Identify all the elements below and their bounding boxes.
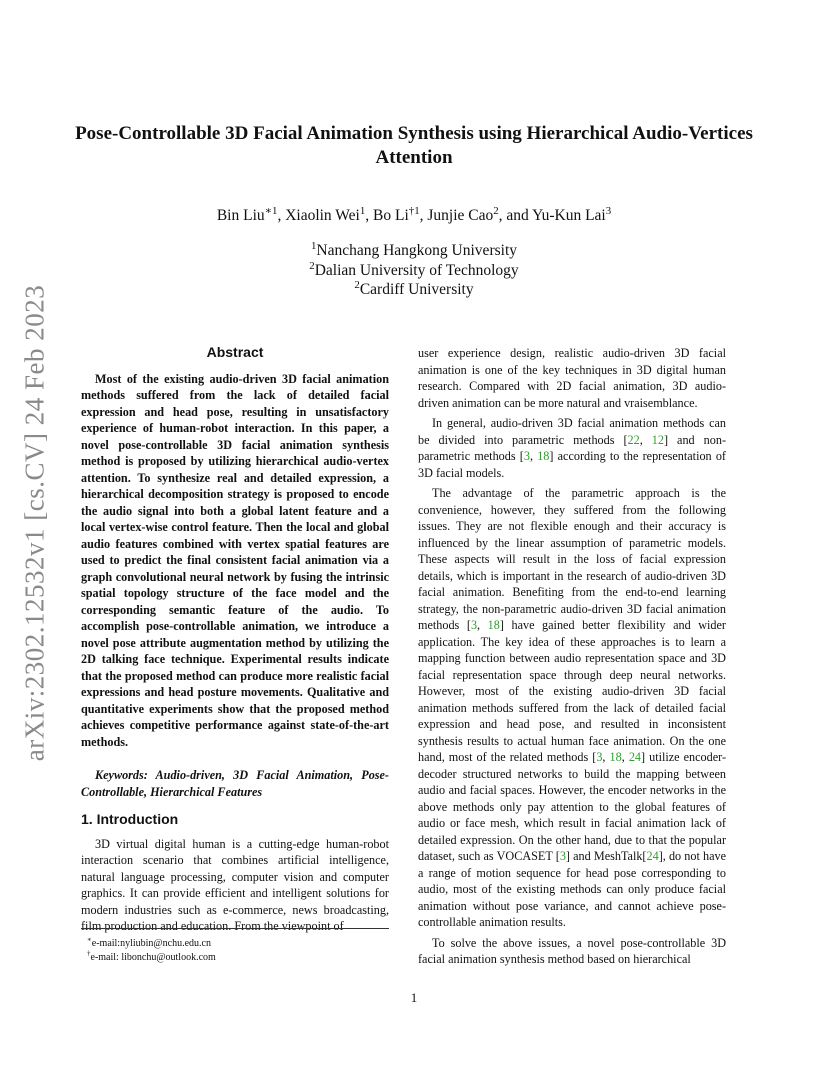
paragraph-text: , <box>621 750 629 764</box>
paragraph-text: The advantage of the parametric approach is the convenience, however, they suffered from the following issues. They are not flexible enough and their accuracy is influenced by the linear assumption of parametric models. These aspects will result in the loss of facial expression details, which is important in the research of audio-driven 3D facial animation. Benefiting from the end-to-end learning strategy, the non-parametric audio-driven 3D facial animation methods [ <box>418 486 726 632</box>
arxiv-identifier-text: arXiv:2302.12532v1 [cs.CV] 24 Feb 2023 <box>19 284 50 762</box>
author-marker: 1 <box>359 204 366 217</box>
paragraph-text: , <box>529 449 538 463</box>
citation-link[interactable]: 12 <box>651 432 664 447</box>
paragraph-text: ] and MeshTalk[ <box>565 849 647 863</box>
paragraph-text: , <box>477 618 488 632</box>
body-paragraph <box>418 415 726 481</box>
affiliation-name: Dalian University of Technology <box>314 261 519 279</box>
affiliation-name: Cardiff University <box>359 281 474 298</box>
paragraph-text: , <box>639 432 652 447</box>
author-separator: , and <box>498 207 533 224</box>
author: Bo Li <box>373 207 409 224</box>
affiliation-marker: 2 <box>354 278 360 291</box>
affiliation-marker: 2 <box>309 259 315 272</box>
paragraph-text: ] according to the representation of 3D facial models. <box>418 449 726 480</box>
left-column <box>81 344 389 935</box>
footnote-text: e-mail:nyliubin@nchu.edu.cn <box>91 938 211 949</box>
affiliation <box>60 241 768 261</box>
author-separator: , <box>277 207 286 224</box>
abstract-heading: Abstract <box>206 344 264 360</box>
arxiv-identifier <box>20 286 50 760</box>
paper-title: Pose-Controllable 3D Facial Animation Synthesis using Hierarchical Audio-Vertices Attention <box>75 123 753 168</box>
citation-link[interactable]: 3 <box>596 750 603 764</box>
citation-link[interactable]: 24 <box>646 849 659 863</box>
citation-link[interactable]: 18 <box>487 618 500 632</box>
author-marker: †1 <box>408 204 420 217</box>
citation-link[interactable]: 24 <box>628 750 641 764</box>
author: Junjie Cao <box>427 207 494 224</box>
citation-link[interactable]: 18 <box>537 449 550 463</box>
body-paragraph: To solve the above issues, a novel pose-controllable 3D facial animation synthesis method based on hierarchical <box>418 935 726 966</box>
affiliation <box>60 261 768 281</box>
author: Yu-Kun Lai <box>532 207 606 224</box>
footnotes <box>81 928 389 964</box>
footnote <box>81 951 389 965</box>
author-marker: 2 <box>493 204 499 217</box>
introduction-paragraph: 3D virtual digital human is a cutting-edge human-robot interaction scenario that combines artificial intelligence, natural language processing, computer vision and computer graphics. It can provide efficient and intelligent solutions for modern industries such as e-commerce, news broadcasting, film production and education. From the viewpoint of <box>81 836 389 933</box>
paragraph-text: In general, audio-driven 3D facial animation methods can be divided into parametric methods [ <box>418 416 726 447</box>
affiliation-list <box>60 241 768 300</box>
citation-link[interactable]: 18 <box>609 750 622 764</box>
author-marker: 3 <box>605 204 612 217</box>
affiliation-marker: 1 <box>310 239 317 252</box>
author-separator: , <box>365 207 374 224</box>
author-separator: , <box>419 207 428 224</box>
body-paragraph <box>418 485 726 931</box>
introduction-heading: 1. Introduction <box>81 811 179 827</box>
paragraph-text: , <box>602 750 610 764</box>
author-list <box>60 204 768 225</box>
author-marker: ∗1 <box>264 204 278 217</box>
right-column <box>418 345 726 968</box>
citation-link[interactable]: 22 <box>627 432 640 447</box>
footnote <box>81 937 389 951</box>
footnote-marker: ∗ <box>87 935 92 944</box>
author: Xiaolin Wei <box>285 207 360 224</box>
citation-link[interactable]: 3 <box>559 849 566 863</box>
body-paragraph: user experience design, realistic audio-driven 3D facial animation is one of the key techniques in 3D digital human research. Compared with 2D facial animation, 3D audio-driven animation can be more natural and vraisemblance. <box>418 346 726 410</box>
paragraph-text: ] have gained better flexibility and wider application. The key idea of these approaches is to learn a mapping function between audio representation space and 3D facial representation space through deep neural networks. However, most of the existing audio-driven 3D facial animation methods suffered from the lack of detailed facial expression and head pose, and resulted in inconsistent synthesis results to actual human face animation. On the one hand, most of the related methods [ <box>418 618 726 764</box>
citation-link[interactable]: 3 <box>470 618 478 632</box>
author: Bin Liu <box>216 207 265 224</box>
footnote-text: e-mail: libonchu@outlook.com <box>90 951 216 963</box>
keywords: Keywords: Audio-driven, 3D Facial Animation, Pose-Controllable, Hierarchical Features <box>81 768 389 799</box>
footnote-marker: † <box>87 949 91 958</box>
paragraph-text: ] utilize encoder-decoder structured networks to build the mapping between audio and facial spaces. However, the encoder networks in the above methods only pay attention to the global features of audio or face mesh, which result in facial animation lack of detailed expression. On the other hand, due to that the popular dataset, such as VOCASET [ <box>418 750 727 863</box>
page-number: 1 <box>410 990 418 1005</box>
paragraph-text: ], do not have a range of motion sequence for head pose corresponding to audio, most of the existing methods can only produce facial animation without pose variance, and cannot achieve pose-controllable animation results. <box>418 849 727 929</box>
abstract-text: Most of the existing audio-driven 3D facial animation methods suffered from the lack of detailed facial expression and head pose, resulting in unsatisfactory experience of human-robot interaction. In this paper, a novel pose-controllable 3D facial animation synthesis method is proposed by utilizing hierarchical audio-vertex attention. To synthesize real and detailed expression, a hierarchical decomposition strategy is proposed to encode the audio signal into both a global latent feature and a local vertex-wise control feature. Then the local and global audio features combined with vertex spatial features are used to predict the final consistent facial animation via a graph convolutional neural network by fusing the intrinsic spatial topology structure of the face model and the corresponding semantic feature of the audio. To accomplish pose-controllable animation, we introduce a novel pose attribute augmentation method by utilizing the 2D talking face technique. Experimental results indicate that the proposed method can produce more realistic facial expressions and head posture movements. Qualitative and quantitative experiments show that the proposed method achieves competitive performance against state-of-the-art methods. <box>81 371 389 749</box>
citation-link[interactable]: 3 <box>523 449 530 463</box>
affiliation-name: Nanchang Hangkong University <box>316 242 517 259</box>
affiliation <box>60 280 768 300</box>
paragraph-text: ] and non-parametric methods [ <box>418 432 727 463</box>
